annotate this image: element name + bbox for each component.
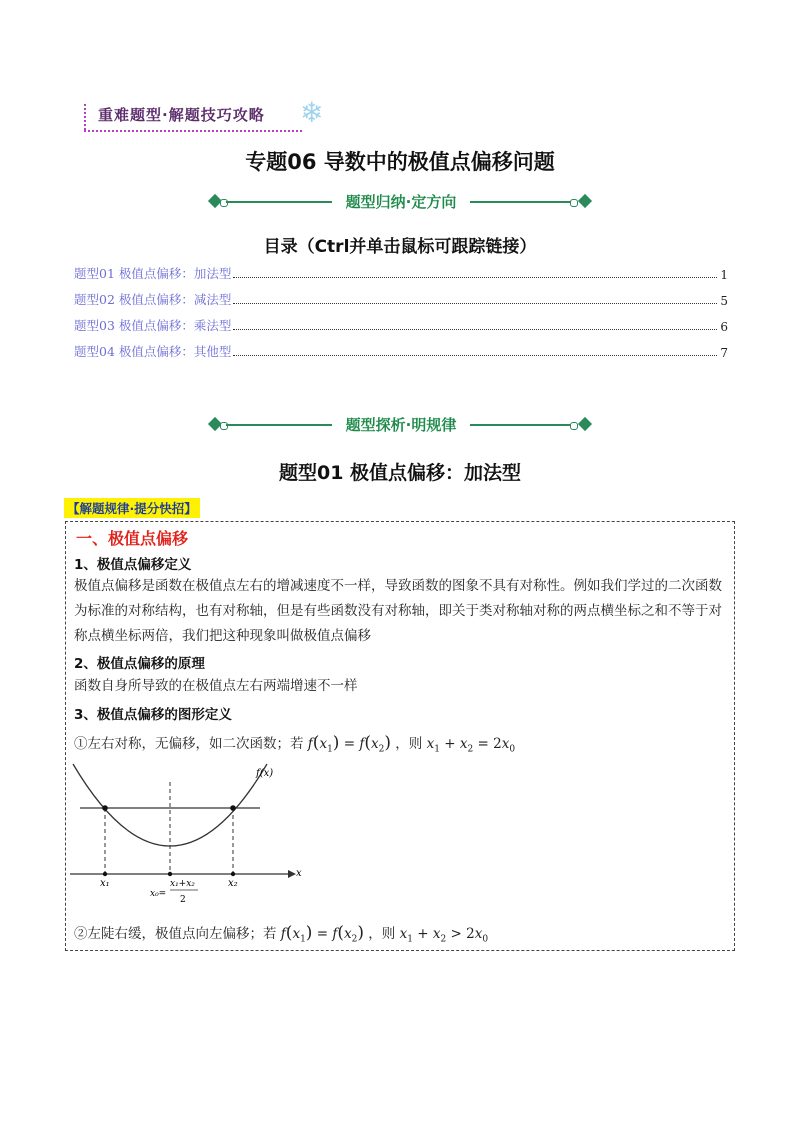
snowflake-icon: ❄ bbox=[300, 96, 324, 129]
x0-numerator: x₁+x₂ bbox=[170, 879, 195, 889]
toc-item-page: 7 bbox=[720, 346, 728, 360]
x1-label: x₁ bbox=[100, 878, 110, 889]
banner-line-right bbox=[470, 424, 574, 426]
toc-leader bbox=[233, 303, 717, 304]
banner-line-right bbox=[470, 201, 574, 203]
toc-leader bbox=[233, 355, 717, 356]
banner-categories bbox=[206, 191, 594, 213]
banner-title: 题型归纳·定方向 bbox=[345, 193, 457, 211]
header-tag bbox=[84, 96, 324, 132]
case-text: ②左陡右缓，极值点向左偏移；若 bbox=[74, 926, 277, 942]
x-axis-arrow bbox=[288, 870, 296, 878]
diamond-icon bbox=[578, 417, 592, 431]
toc-leader bbox=[233, 329, 717, 330]
toc-title: 目录（Ctrl并单击鼠标可跟踪链接） bbox=[263, 237, 537, 257]
toc-item[interactable] bbox=[74, 290, 728, 308]
toc-item-page: 6 bbox=[720, 320, 728, 334]
tip-label: 【解题规律·提分快招】 bbox=[64, 498, 200, 518]
tag-left-border bbox=[84, 104, 86, 130]
case-one bbox=[74, 732, 515, 755]
toc-item-page: 5 bbox=[720, 294, 728, 308]
toc-item-label[interactable]: 题型03 极值点偏移：乘法型 bbox=[74, 318, 232, 333]
tick-x1 bbox=[103, 872, 107, 876]
banner-title: 题型探析·明规律 bbox=[345, 416, 457, 434]
paragraph: 函数自身所导致的在极值点左右两端增速不一样 bbox=[74, 678, 358, 694]
formula-equal-values: $f(x_1) = f(x_2)$ bbox=[280, 923, 364, 945]
section-title: 题型01 极值点偏移：加法型 bbox=[278, 462, 522, 484]
point-x2 bbox=[230, 805, 236, 811]
x0-label: x₀= bbox=[150, 889, 167, 899]
subsection-title: 1、极值点偏移定义 bbox=[74, 557, 192, 573]
toc-item-page: 1 bbox=[720, 268, 728, 282]
curve-label: f(x) bbox=[256, 768, 274, 779]
subsection-title: 2、极值点偏移的原理 bbox=[74, 656, 205, 672]
case-text: ，则 bbox=[395, 736, 423, 752]
toc-item[interactable] bbox=[74, 316, 728, 334]
toc-leader bbox=[233, 277, 717, 278]
content-heading: 一、极值点偏移 bbox=[76, 529, 189, 548]
formula-equal-values: $f(x_1) = f(x_2)$ bbox=[307, 733, 391, 755]
toc-item[interactable] bbox=[74, 342, 728, 360]
toc-item-label[interactable]: 题型01 极值点偏移：加法型 bbox=[74, 266, 232, 281]
tick-x0 bbox=[168, 872, 172, 876]
tick-x2 bbox=[231, 872, 235, 876]
x-axis-label: x bbox=[296, 868, 302, 879]
case-text: ①左右对称，无偏移，如二次函数；若 bbox=[74, 736, 304, 752]
header-tag-text: 重难题型·解题技巧攻略 bbox=[98, 106, 265, 124]
x0-denominator: 2 bbox=[180, 895, 186, 905]
parabola-graph bbox=[70, 760, 320, 910]
page-title: 专题06 导数中的极值点偏移问题 bbox=[245, 150, 555, 174]
case-text: ，则 bbox=[368, 926, 396, 942]
banner-line-left bbox=[226, 424, 332, 426]
x2-label: x₂ bbox=[228, 878, 238, 889]
paragraph: 极值点偏移是函数在极值点左右的增减速度不一样，导致函数的图象不具有对称性。例如我们学过的二次函数为标准的对称结构，也有对称轴，但是有些函数没有对称轴，即关于类对称轴对称的两点横坐标之和不等于对称点横坐标两倍，我们把这种现象叫做极值点偏移 bbox=[74, 578, 722, 644]
case-two bbox=[74, 922, 488, 945]
banner-line-left bbox=[226, 201, 332, 203]
relation-sign: = bbox=[477, 736, 489, 752]
banner-analysis bbox=[206, 414, 594, 436]
toc-item-label[interactable]: 题型02 极值点偏移：减法型 bbox=[74, 292, 232, 307]
subsection-title: 3、极值点偏移的图形定义 bbox=[74, 707, 232, 723]
relation-sign: > bbox=[450, 926, 462, 942]
diamond-icon bbox=[578, 194, 592, 208]
toc-item[interactable] bbox=[74, 264, 728, 282]
toc-item-label[interactable]: 题型04 极值点偏移：其他型 bbox=[74, 344, 232, 359]
formula-sum: $x_1 + x_2 > 2x_0$ bbox=[399, 926, 489, 945]
point-x1 bbox=[102, 805, 108, 811]
formula-sum: $x_1 + x_2 = 2x_0$ bbox=[426, 736, 516, 755]
